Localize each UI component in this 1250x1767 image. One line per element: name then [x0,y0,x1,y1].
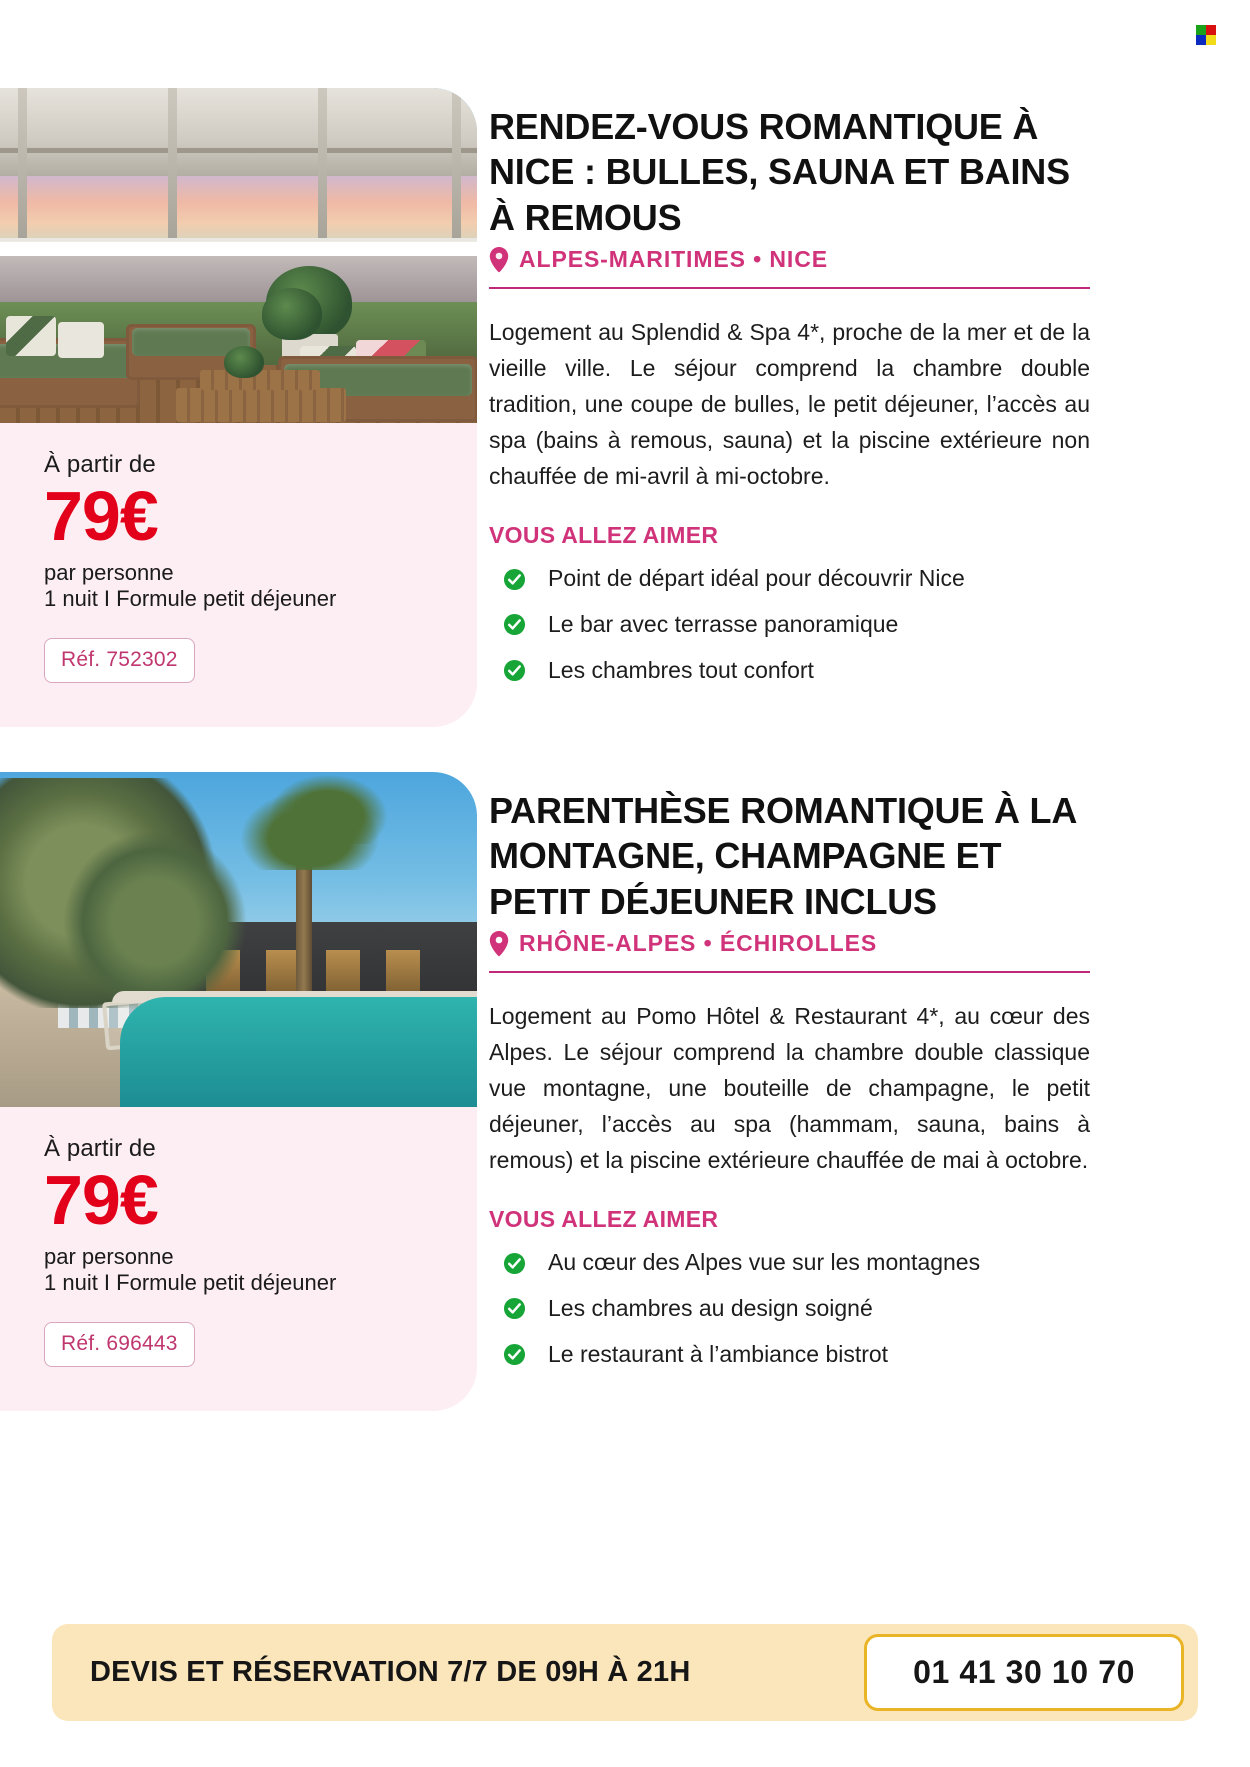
contact-footer-bar [52,1624,1198,1721]
like-label: Le restaurant à l’ambiance bistrot [548,1340,889,1367]
reference-badge[interactable]: Réf. 696443 [44,1322,195,1367]
check-circle-icon [503,613,526,636]
price-detail: 1 nuit I Formule petit déjeuner [44,1270,337,1296]
price-detail: 1 nuit I Formule petit déjeuner [44,586,337,612]
like-label: Point de départ idéal pour découvrir Nice [548,565,965,592]
color-swatch-yellow [1206,35,1216,45]
likes-title: VOUS ALLEZ AIMER [489,1206,719,1233]
price-panel [0,1107,477,1411]
list-item [489,1341,1090,1369]
price-from-label: À partir de [44,1135,156,1162]
like-label: Les chambres au design soigné [548,1295,873,1322]
price-value: 79€ [44,477,158,555]
price-unit: par personne [44,1244,174,1270]
likes-list [489,1249,1090,1368]
offer-photo [0,772,477,1107]
offer-content [477,772,1250,1386]
likes-list [489,565,1090,684]
offer-photo [0,88,477,423]
list-item [489,1295,1090,1323]
footer-reservation-label: DEVIS ET RÉSERVATION 7/7 DE 09H À 21H [90,1656,691,1688]
color-swatch-red [1206,25,1216,35]
offer-media-and-price [0,88,477,727]
divider [489,971,1090,973]
offer-title: PARENTHÈSE ROMANTIQUE À LA MONTAGNE, CHAMPAGNE ET PETIT DÉJEUNER INCLUS [489,790,1076,922]
offer-location-label: RHÔNE-ALPES • ÉCHIROLLES [519,930,878,957]
offer-title: RENDEZ-VOUS ROMANTIQUE À NICE : BULLES, SAUNA ET BAINS À REMOUS [489,106,1070,238]
like-label: Au cœur des Alpes vue sur les montagnes [548,1249,981,1276]
like-label: Le bar avec terrasse panoramique [548,611,899,638]
offer-description: Logement au Splendid & Spa 4*, proche de la mer et de la vieille ville. Le séjour comprend la chambre double tradition, une coupe de bulles, le petit déjeuner, l’accès au spa (bains à remous, sauna) et la piscine extérieure non chauffée de mi-avril à mi-octobre. [489,319,1090,489]
offer-description: Logement au Pomo Hôtel & Restaurant 4*, au cœur des Alpes. Le séjour comprend la chambre double classique vue montagne, une bouteille de champagne, le petit déjeuner, l’accès au spa (hammam, sauna, bains à remous) et la piscine extérieure chauffée de mai à octobre. [489,1003,1090,1173]
offer-media-and-price [0,772,477,1411]
registration-color-mark [1196,25,1216,45]
offer-location [489,930,1090,957]
color-swatch-blue [1196,35,1206,45]
check-circle-icon [503,659,526,682]
offer-card[interactable] [0,772,1250,1411]
footer-phone-button[interactable]: 01 41 30 10 70 [864,1634,1184,1711]
price-panel [0,423,477,727]
map-pin-icon [489,931,509,957]
reference-badge[interactable]: Réf. 752302 [44,638,195,683]
check-circle-icon [503,568,526,591]
color-swatch-green [1196,25,1206,35]
offer-content [477,88,1250,702]
divider [489,287,1090,289]
list-item [489,1249,1090,1277]
price-unit: par personne [44,560,174,586]
check-circle-icon [503,1343,526,1366]
list-item [489,611,1090,639]
map-pin-icon [489,247,509,273]
check-circle-icon [503,1252,526,1275]
check-circle-icon [503,1297,526,1320]
price-value: 79€ [44,1161,158,1239]
list-item [489,565,1090,593]
like-label: Les chambres tout confort [548,656,814,683]
offer-location [489,246,1090,273]
list-item [489,657,1090,685]
offer-location-label: ALPES-MARITIMES • NICE [519,246,828,273]
price-from-label: À partir de [44,451,156,478]
likes-title: VOUS ALLEZ AIMER [489,522,719,549]
offer-card[interactable] [0,88,1250,727]
